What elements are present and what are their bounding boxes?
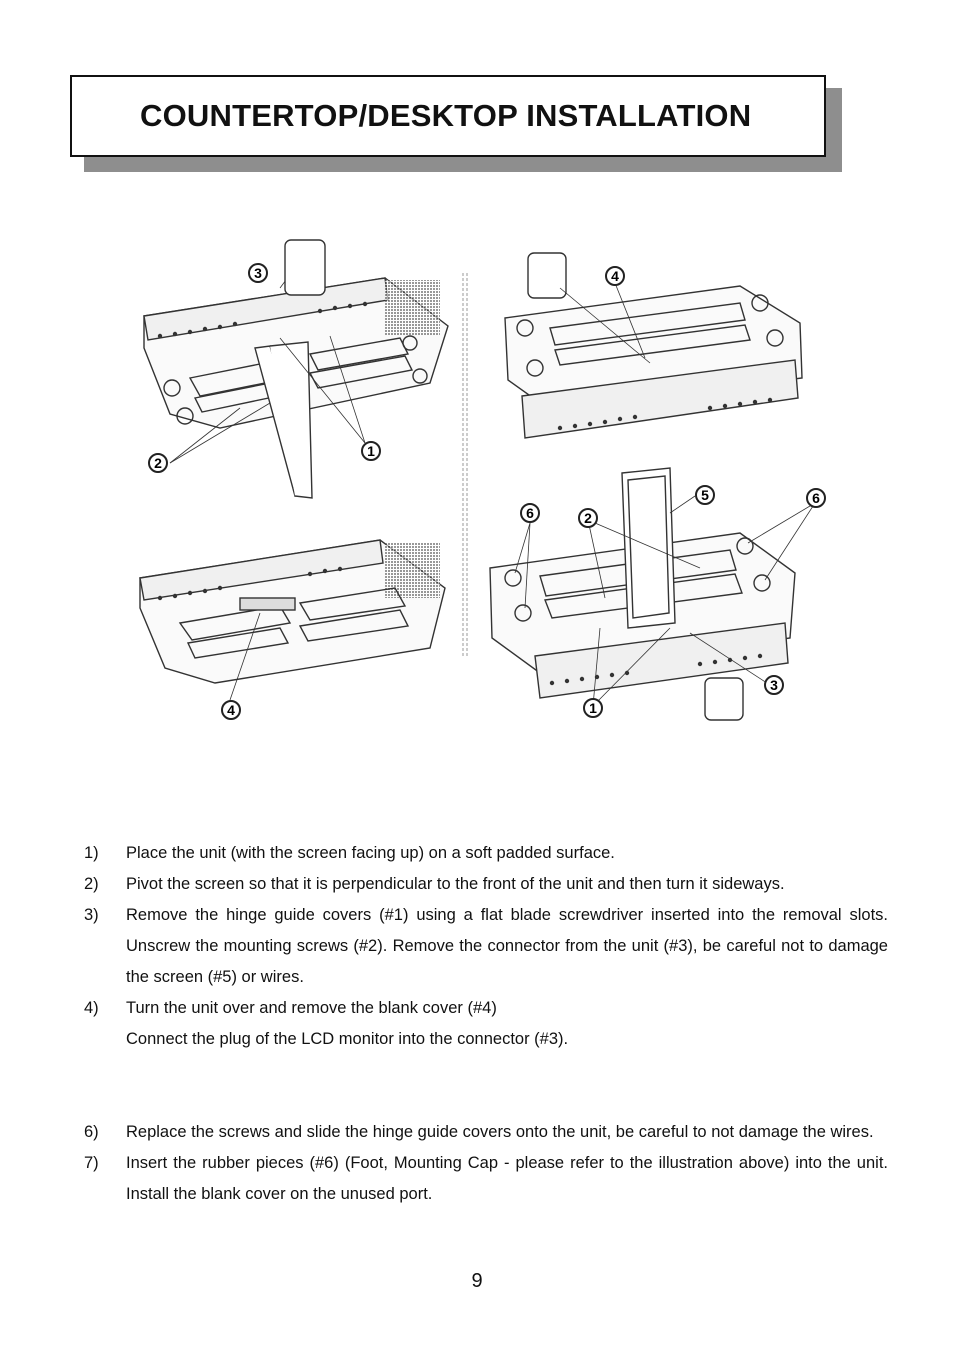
title-box [70,75,826,157]
step-text: Replace the screws and slide the hinge guide covers onto the unit, be careful to not damage the wires. [126,1123,874,1141]
svg-text:3: 3 [254,265,262,281]
svg-text:5: 5 [701,487,709,503]
step-6 [84,1117,888,1148]
svg-text:6: 6 [812,490,820,506]
step-text: Insert the rubber pieces (#6) (Foot, Mounting Cap - please refer to the illustration above) into the unit. Install the blank cover on the unused port. [126,1154,888,1203]
step-7 [84,1148,888,1210]
callout-2-top-left [149,454,167,472]
svg-text:1: 1 [367,443,375,459]
page-number: 9 [471,1270,483,1292]
svg-text:4: 4 [611,268,619,284]
callout-3-bottom-right [765,676,783,694]
callout-6-left [521,504,539,522]
step-text: Place the unit (with the screen facing up) on a soft padded surface. [126,844,615,862]
svg-text:2: 2 [154,455,162,471]
callout-4-bottom-left [222,701,240,719]
step-3 [84,900,888,993]
callout-6-right [807,489,825,507]
callout-2-bottom-right [579,509,597,527]
step-text: Connect the plug of the LCD monitor into the connector (#3). [126,1030,569,1048]
step-number: 2) [84,875,99,893]
installation-steps [84,838,888,1210]
step-1 [84,838,888,869]
callout-4-top-right [606,267,624,285]
step-number: 4) [84,999,99,1017]
svg-text:3: 3 [770,677,778,693]
step-number: 6) [84,1123,99,1141]
callout-3-top-left [249,264,267,282]
installation-illustration [130,228,840,728]
unit-bottom-left [140,540,445,700]
step-text: Turn the unit over and remove the blank cover (#4) [126,999,497,1017]
svg-text:1: 1 [589,700,597,716]
step-number: 3) [84,906,99,924]
callout-1-top-left [362,442,380,460]
unit-top-left [144,240,448,498]
step-text: Remove the hinge guide covers (#1) using a flat blade screwdriver inserted into the removal slots. Unscrew the mounting screws (#2). Remove the connector from the unit (#3), be careful not to damage the screen (#5) or wires. [126,906,888,986]
svg-text:2: 2 [584,510,592,526]
svg-text:4: 4 [227,702,235,718]
step-text: Pivot the screen so that it is perpendicular to the front of the unit and then turn it sideways. [126,875,785,893]
callout-5 [696,486,714,504]
callout-1-bottom-right [584,699,602,717]
step-2 [84,869,888,900]
page-title: COUNTERTOP/DESKTOP INSTALLATION [140,98,752,133]
svg-text:6: 6 [526,505,534,521]
step-number: 1) [84,844,99,862]
unit-top-right [505,253,802,438]
step-number: 7) [84,1154,99,1172]
step-4 [84,993,888,1055]
